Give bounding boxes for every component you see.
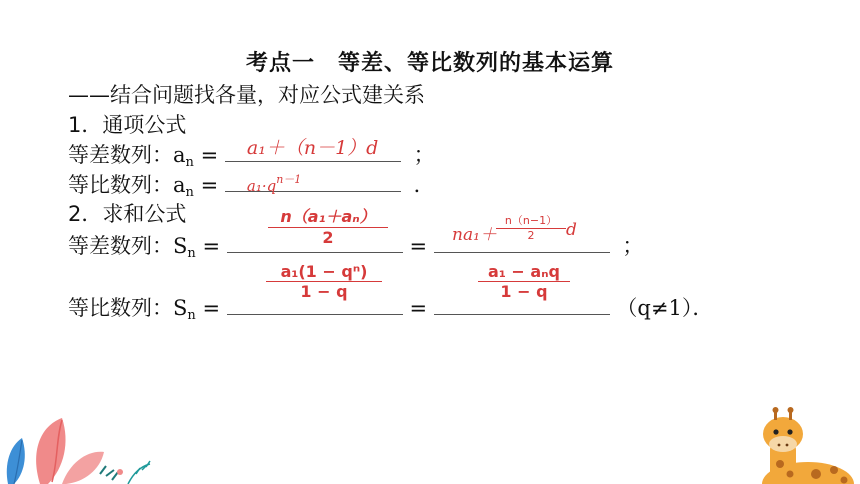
geom-label: 等比数列： xyxy=(68,173,173,197)
condition: （q≠1）． xyxy=(616,296,714,320)
subtitle: ——结合问题找各量，对应公式建关系 xyxy=(68,83,425,107)
geom-sum-row xyxy=(68,294,713,329)
fraction-numerator: a₁(1 − qⁿ) xyxy=(266,262,382,282)
equals-sign: = xyxy=(409,234,428,258)
arith-term-answer: a₁＋（n－1）d xyxy=(246,137,379,159)
equals-sign: = xyxy=(200,143,219,167)
geom-label: 等比数列： xyxy=(68,296,173,320)
leaves-decoration-icon xyxy=(0,412,160,484)
equals-sign: = xyxy=(202,296,221,320)
semicolon: ； xyxy=(413,143,435,167)
fraction-numerator: n（n−1） xyxy=(496,212,566,229)
arith-sum-lead: na₁＋ xyxy=(452,225,497,245)
inner-fraction xyxy=(496,212,566,242)
giraffe-icon xyxy=(756,404,860,484)
geom-sum-answer-1 xyxy=(266,262,382,301)
equals-sign: = xyxy=(202,234,221,258)
arith-sum-tail: d xyxy=(566,220,577,240)
equals-sign: = xyxy=(409,296,428,320)
s-n-symbol: $S_n$ xyxy=(173,296,196,323)
semicolon: ； xyxy=(622,234,644,258)
geom-sum-answer-2 xyxy=(478,262,570,301)
fraction-denominator: 1 − q xyxy=(500,282,548,301)
fraction-numerator: n（a₁＋aₙ） xyxy=(268,204,388,228)
section-1-heading: 1．通项公式 xyxy=(68,113,187,137)
arith-term-blank xyxy=(225,137,401,162)
arith-sum-answer-1 xyxy=(268,204,388,247)
page-title: 考点一 等差、等比数列的基本运算 xyxy=(245,51,614,76)
fraction-denominator: 2 xyxy=(322,228,334,247)
arith-sum-answer-2 xyxy=(452,214,582,254)
arith-label: 等差数列： xyxy=(68,143,173,167)
fraction-numerator: a₁ − aₙq xyxy=(478,262,570,282)
geom-term-blank xyxy=(225,171,401,195)
section-2-heading: 2．求和公式 xyxy=(68,202,187,226)
geom-term-answer: $a_1\cdot q^{n-1}$ xyxy=(246,173,302,195)
arith-label: 等差数列： xyxy=(68,234,173,258)
fraction-denominator: 2 xyxy=(527,229,535,242)
a-n-symbol: $a_n$ xyxy=(173,173,194,200)
fraction-denominator: 1 − q xyxy=(300,282,348,301)
period: ． xyxy=(413,173,435,197)
s-n-symbol: $S_n$ xyxy=(173,234,196,261)
equals-sign: = xyxy=(200,173,219,197)
a-n-symbol: $a_n$ xyxy=(173,143,194,170)
